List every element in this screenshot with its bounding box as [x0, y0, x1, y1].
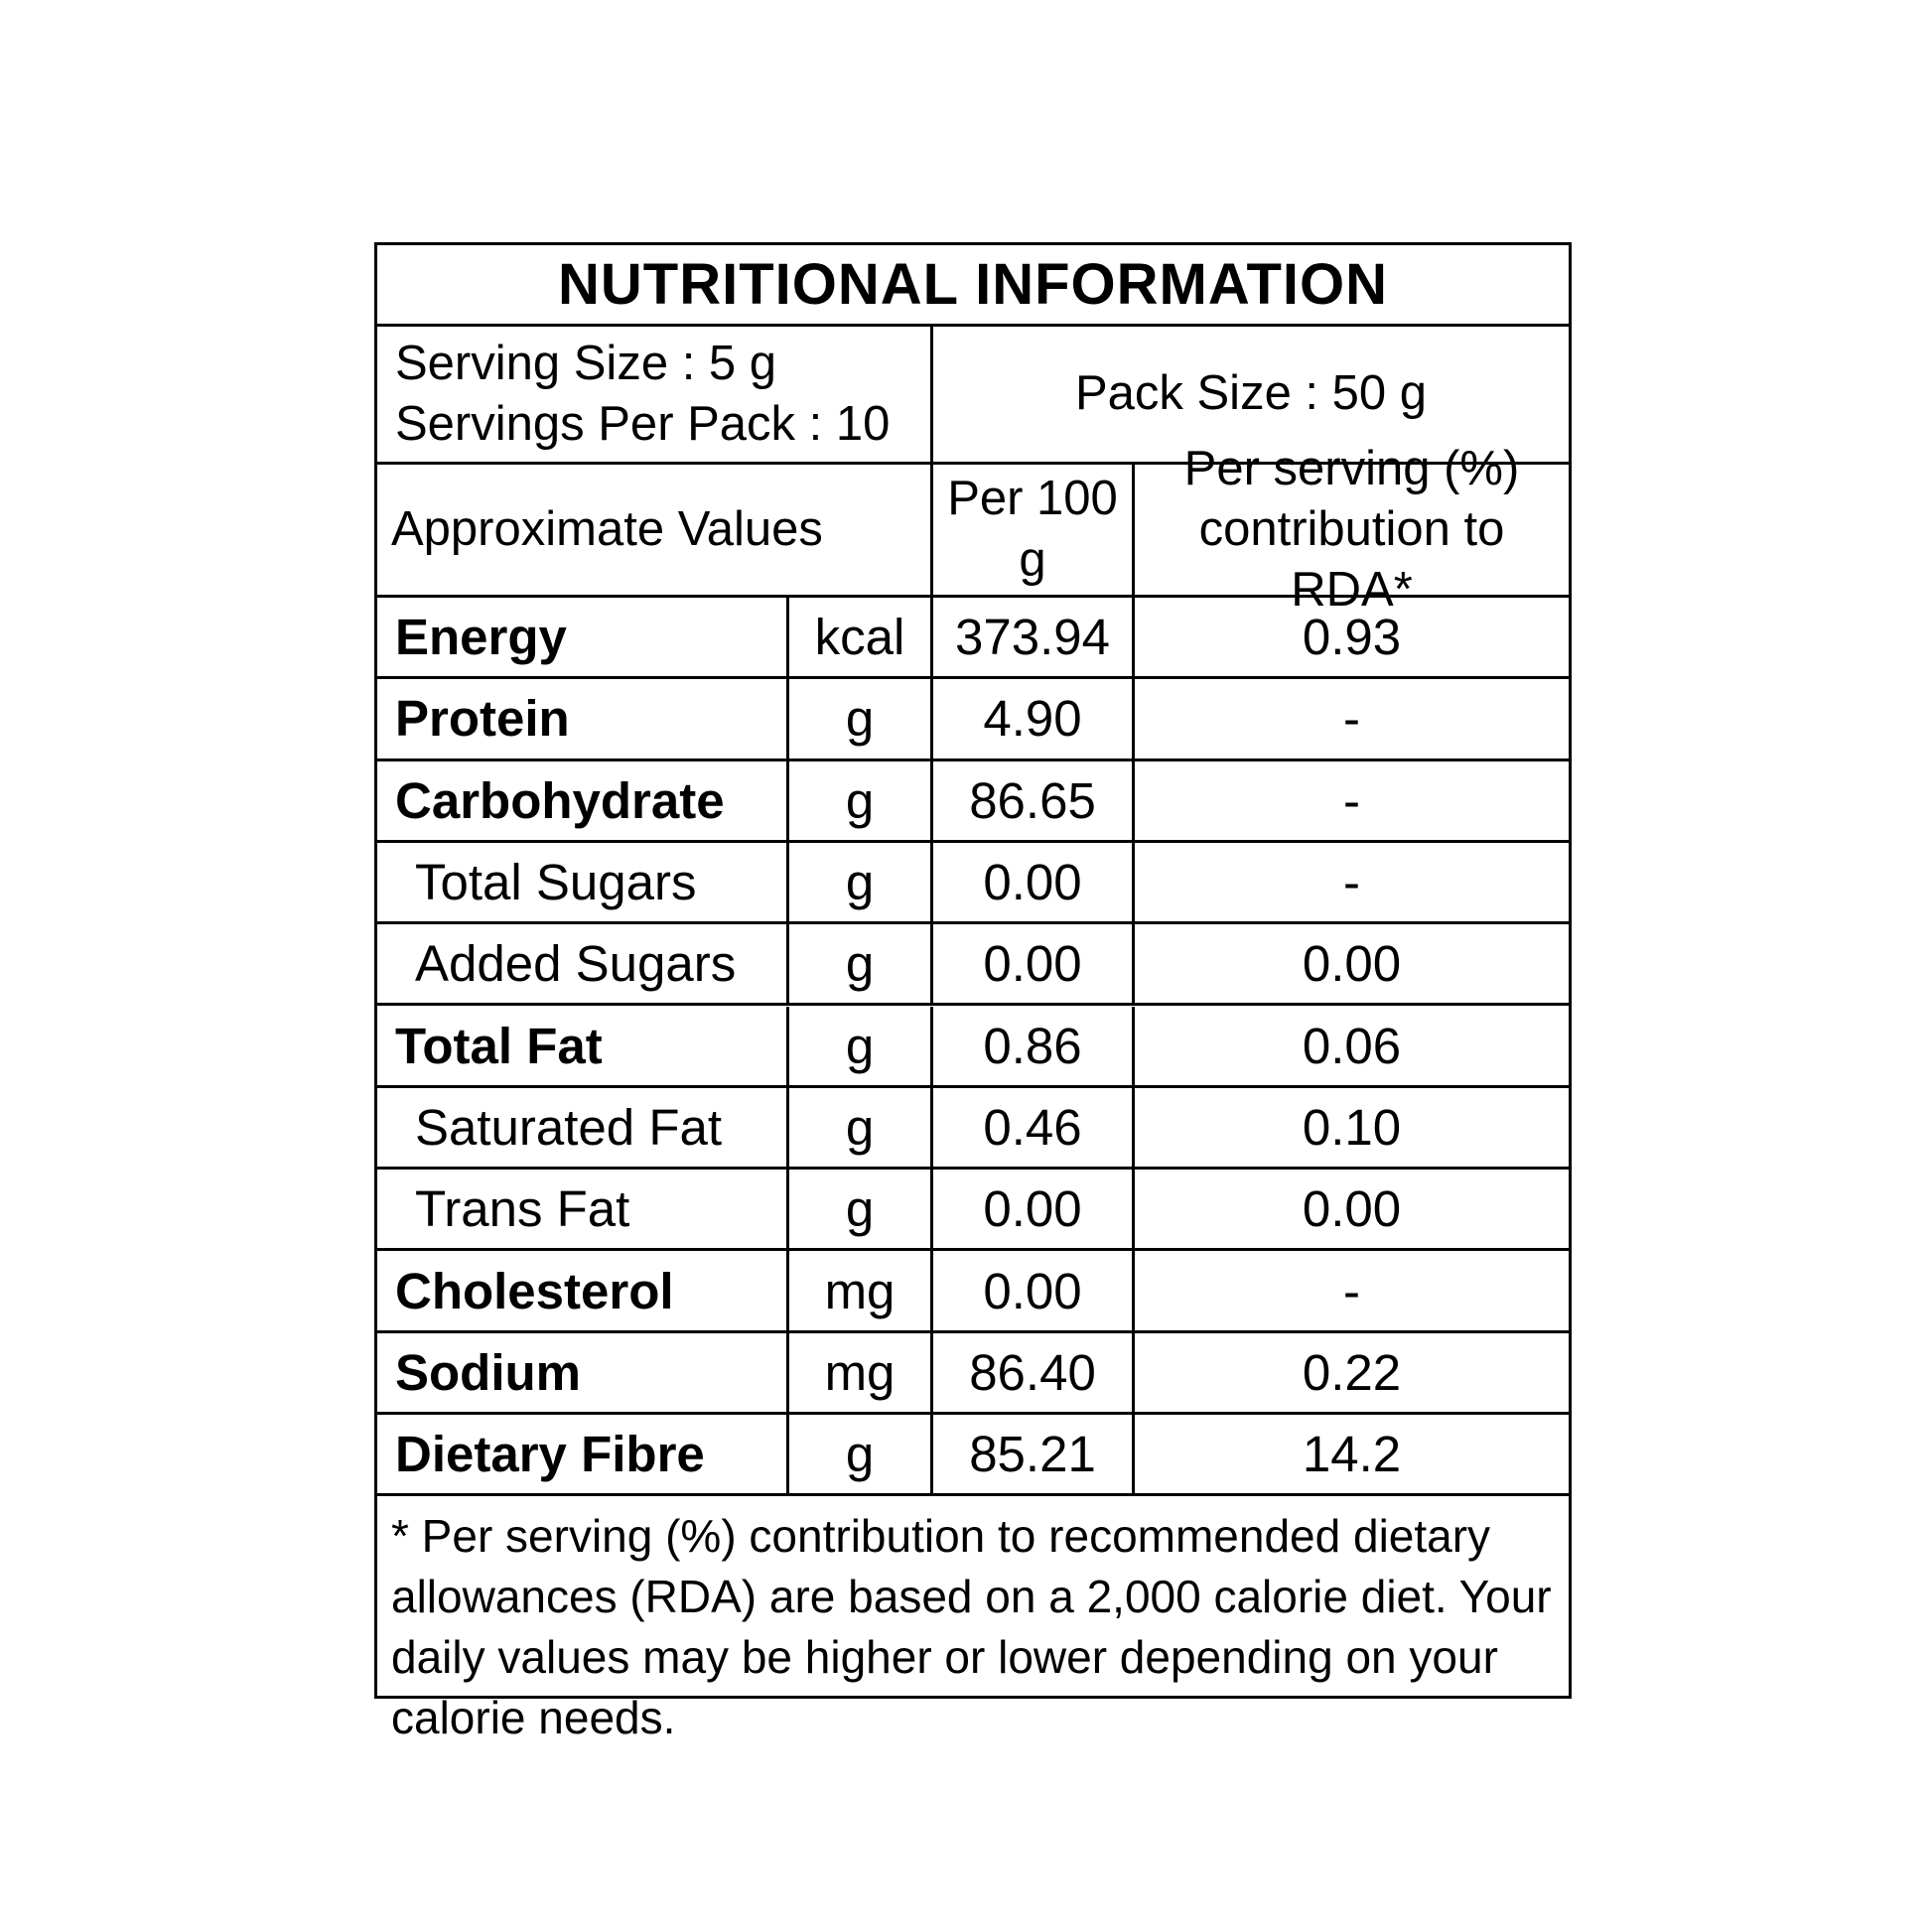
nutrient-name: Protein — [377, 679, 789, 758]
rda-header-line2: contribution to RDA* — [1198, 501, 1505, 618]
nutrient-row — [377, 1415, 1569, 1496]
rda-header — [1135, 441, 1569, 618]
nutrient-rda: 0.93 — [1302, 609, 1402, 666]
nutrient-rda: 0.22 — [1302, 1343, 1402, 1401]
nutrient-per-100g: 4.90 — [933, 679, 1135, 758]
nutrient-unit: g — [789, 1007, 933, 1085]
nutrient-row — [377, 1088, 1569, 1170]
nutrient-rda: - — [1343, 690, 1360, 748]
serving-info-cell — [377, 327, 933, 462]
nutrient-row — [377, 679, 1569, 760]
nutrient-per-100g: 0.46 — [933, 1088, 1135, 1167]
nutrient-name: Total Sugars — [377, 843, 789, 921]
nutrient-unit: mg — [789, 1333, 933, 1412]
nutrient-rda: 0.00 — [1302, 935, 1402, 993]
nutrient-unit: g — [789, 1415, 933, 1493]
nutrient-row — [377, 1170, 1569, 1251]
pack-size: Pack Size : 50 g — [1074, 366, 1428, 421]
nutrient-per-100g: 0.86 — [933, 1007, 1135, 1085]
nutrient-unit: g — [789, 1088, 933, 1167]
nutrient-name: Added Sugars — [377, 924, 789, 1003]
nutrient-name: Sodium — [377, 1333, 789, 1412]
nutrient-per-100g: 86.40 — [933, 1333, 1135, 1412]
nutrition-facts-panel — [374, 242, 1572, 1743]
nutrient-row — [377, 1007, 1569, 1088]
nutrient-row — [377, 843, 1569, 924]
nutrient-rda: - — [1343, 1262, 1360, 1319]
nutrient-row — [377, 598, 1569, 679]
nutrient-name: Energy — [377, 598, 789, 676]
nutrient-per-100g: 0.00 — [933, 843, 1135, 921]
nutrient-unit: mg — [789, 1251, 933, 1329]
rda-header-line1: Per serving (%) — [1183, 441, 1520, 495]
servings-per-pack: Servings Per Pack : 10 — [395, 397, 891, 451]
nutrient-per-100g: 373.94 — [933, 598, 1135, 676]
nutrient-name: Carbohydrate — [377, 761, 789, 840]
nutrient-unit: g — [789, 679, 933, 758]
nutrient-name: Cholesterol — [377, 1251, 789, 1329]
nutrient-rda: 0.00 — [1302, 1180, 1402, 1238]
nutrient-rda: - — [1343, 854, 1360, 911]
nutrient-unit: g — [789, 843, 933, 921]
nutrient-per-100g: 0.00 — [933, 1170, 1135, 1248]
nutrient-unit: g — [789, 924, 933, 1003]
nutrient-per-100g: 0.00 — [933, 924, 1135, 1003]
nutrient-unit: g — [789, 1170, 933, 1248]
nutrient-per-100g: 0.00 — [933, 1251, 1135, 1329]
per-100g-header: Per 100 g — [933, 465, 1135, 595]
nutrient-rda: - — [1343, 771, 1360, 829]
nutrient-rda: 14.2 — [1302, 1426, 1402, 1483]
nutrient-row — [377, 924, 1569, 1006]
nutrient-row — [377, 1333, 1569, 1415]
nutrient-unit: kcal — [789, 598, 933, 676]
nutrient-unit: g — [789, 761, 933, 840]
title-row — [377, 245, 1569, 327]
nutrient-row — [377, 761, 1569, 843]
nutrient-name: Saturated Fat — [377, 1088, 789, 1167]
rda-footnote: * Per serving (%) contribution to recommended dietary allowances (RDA) are based on a 2,000 calorie diet. Your daily values may be higher or lower depending on your calorie needs. — [391, 1510, 1552, 1743]
panel-title: NUTRITIONAL INFORMATION — [558, 252, 1388, 317]
nutrient-rda: 0.06 — [1302, 1017, 1402, 1074]
nutrient-per-100g: 86.65 — [933, 761, 1135, 840]
nutrient-name: Dietary Fibre — [377, 1415, 789, 1493]
approximate-values-label: Approximate Values — [377, 465, 933, 595]
nutrient-name: Total Fat — [377, 1007, 789, 1085]
nutrient-name: Trans Fat — [377, 1170, 789, 1248]
serving-size: Serving Size : 5 g — [395, 336, 777, 390]
column-header-row — [377, 441, 1569, 618]
nutrient-rda: 0.10 — [1302, 1098, 1402, 1156]
nutrient-per-100g: 85.21 — [933, 1415, 1135, 1493]
nutrient-row — [377, 1251, 1569, 1332]
